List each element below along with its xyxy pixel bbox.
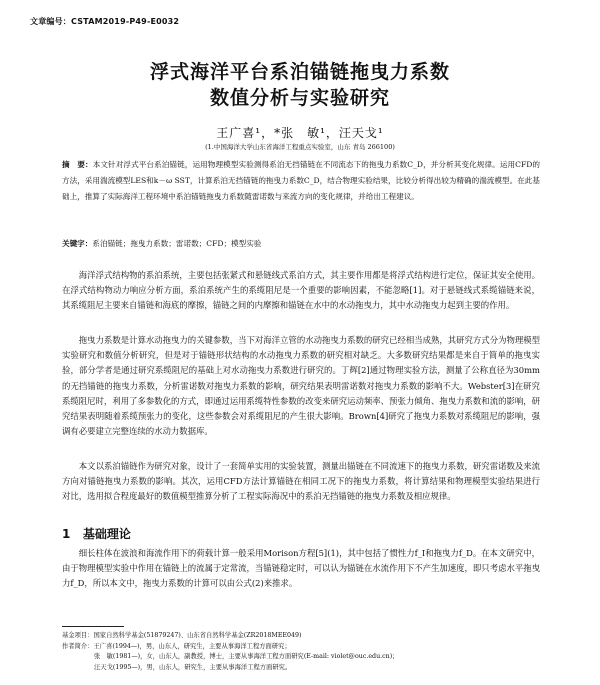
document-number: 文章编号：CSTAM2019-P49-E0032 (30, 17, 180, 26)
paper-title-line-1: 浮式海洋平台系泊锚链拖曳力系数 (149, 61, 450, 83)
footnotes (62, 631, 542, 673)
intro-paragraph-3: 本文以系泊锚链作为研究对象，设计了一套简单实用的实验装置，测量出锚链在不同流速下的拖曳力系数，研究雷诺数及来流方向对锚链拖曳力系数的影响。其次，运用CFD方法计算锚链在相同工况下的拖曳力系数，将计算结果和物理模型实验结果进行对比，选用拟合程度最好的数值模型推算分析了工程实际海况中的系泊无挡锚链的拖曳力系数及相应规律。 (62, 461, 540, 502)
abstract-label: 摘 要： (62, 160, 93, 169)
author-affiliation: (1.中国海洋大学山东省海洋工程重点实验室，山东 青岛 266100) (205, 143, 395, 151)
section-heading-1 (62, 525, 131, 542)
intro-paragraph-2: 拖曳力系数是计算水动拖曳力的关键参数，当下对海洋立管的水动拖曳力系数的研究已经相当成熟，其研究方式分为物理模型实验研究和数值分析研究，但是对于锚链形状结构的水动拖曳力系数的研究相对缺乏。大多数研究结果都是来自于简单的拖曳实验，部分学者是通过研究系缆阻尼的基础上对水动拖曳力系数进行研究的。丁辉[2]通过物理实验方法，测量了公称直径为30mm的无挡锚链的拖曳力系数，分析雷诺数对拖曳力系数的影响，研究结果表明雷诺数对拖曳力系数的影响不大。Webster[3]在研究系缆阻尼时，利用了多参数化的方式，即通过运用系缆特性参数的改变来研究运动频率、预张力倾角、拖曳力系数和流的影响，研究结果表明随着系缆预张力的变化，这些参数会对系缆阻尼的产生很大影响。Brown[4]研究了拖曳力系数对系缆阻尼的影响，强调有必要建立完整连续的水动力数据库。 (62, 335, 540, 437)
theory-paragraph-1: 细长柱体在波浪和海流作用下的荷载计算一般采用Morison方程[5](1)，其中包括了惯性力f_I和拖曳力f_D。在本文研究中，由于物理模型实验中作用在锚链上的流属于定常流，当锚链稳定时，可以认为锚链在水流作用下不产生加速度，即只考虑水平拖曳力f_D，所以本文中，拖曳力系数的计算可以由公式(2)来推求。 (62, 548, 540, 589)
footnote-author-3: 汪天戈(1995—)，男，山东人，研究生，主要从事海洋工程方面研究。 (94, 663, 292, 671)
section-number: 1 (62, 527, 71, 541)
keywords-label: 关键字： (62, 239, 93, 248)
footnote-author-1: 作者简介：王广喜(1994—)，男，山东人，研究生，主要从事海洋工程方面研究； (62, 642, 291, 650)
paper-title-line-2: 数值分析与实验研究 (209, 87, 390, 109)
keywords (62, 238, 540, 249)
abstract-text: 本文针对浮式平台系泊锚链，运用物理模型实验测得系泊无挡锚链在不同流态下的拖曳力系数C_D，并分析其变化规律。运用CFD的方法，采用湍流模型LES和k－ω SST，计算系泊无挡锚链的拖曳力系数C_D，结合物理实验结果，比较分析得出较为精确的湍流模型。在此基础上，推算了实际海洋工程环境中系泊锚链拖曳力系数随雷诺数与来流方向的变化规律，并给出工程建议。 (62, 160, 541, 201)
intro-paragraph-1: 海洋浮式结构物的系泊系统，主要包括张紧式和悬链线式系泊方式，其主要作用都是将浮式结构进行定位，保证其安全使用。在浮式结构物动力响应分析方面，系泊系统产生的系缆阻尼是一个重要的影响因素，不能忽略[1]。对于悬链线式系缆锚链来说，其系缆阻尼主要来自锚链和海底的摩擦，锚链之间的内摩擦和锚链在水中的水动拖曳力，其中水动拖曳力起到主要的作用。 (62, 270, 540, 311)
footnote-divider (62, 626, 124, 627)
keywords-text: 系泊锚链；拖曳力系数；雷诺数；CFD；模型实验 (92, 239, 262, 248)
footnote-funding: 基金项目：国家自然科学基金(51879247)、山东省自然科学基金(ZR2018MEE049) (62, 632, 302, 639)
abstract (62, 157, 540, 205)
section-title: 基础理论 (82, 527, 131, 541)
author-list: 王广喜¹，*张 敏¹，汪天戈¹ (216, 126, 384, 140)
footnote-author-2: 张 敏(1981—)，女，山东人，副教授，博士，主要从事海洋工程方面研究(E-mail: violet@ouc.edu.cn)； (94, 653, 399, 660)
